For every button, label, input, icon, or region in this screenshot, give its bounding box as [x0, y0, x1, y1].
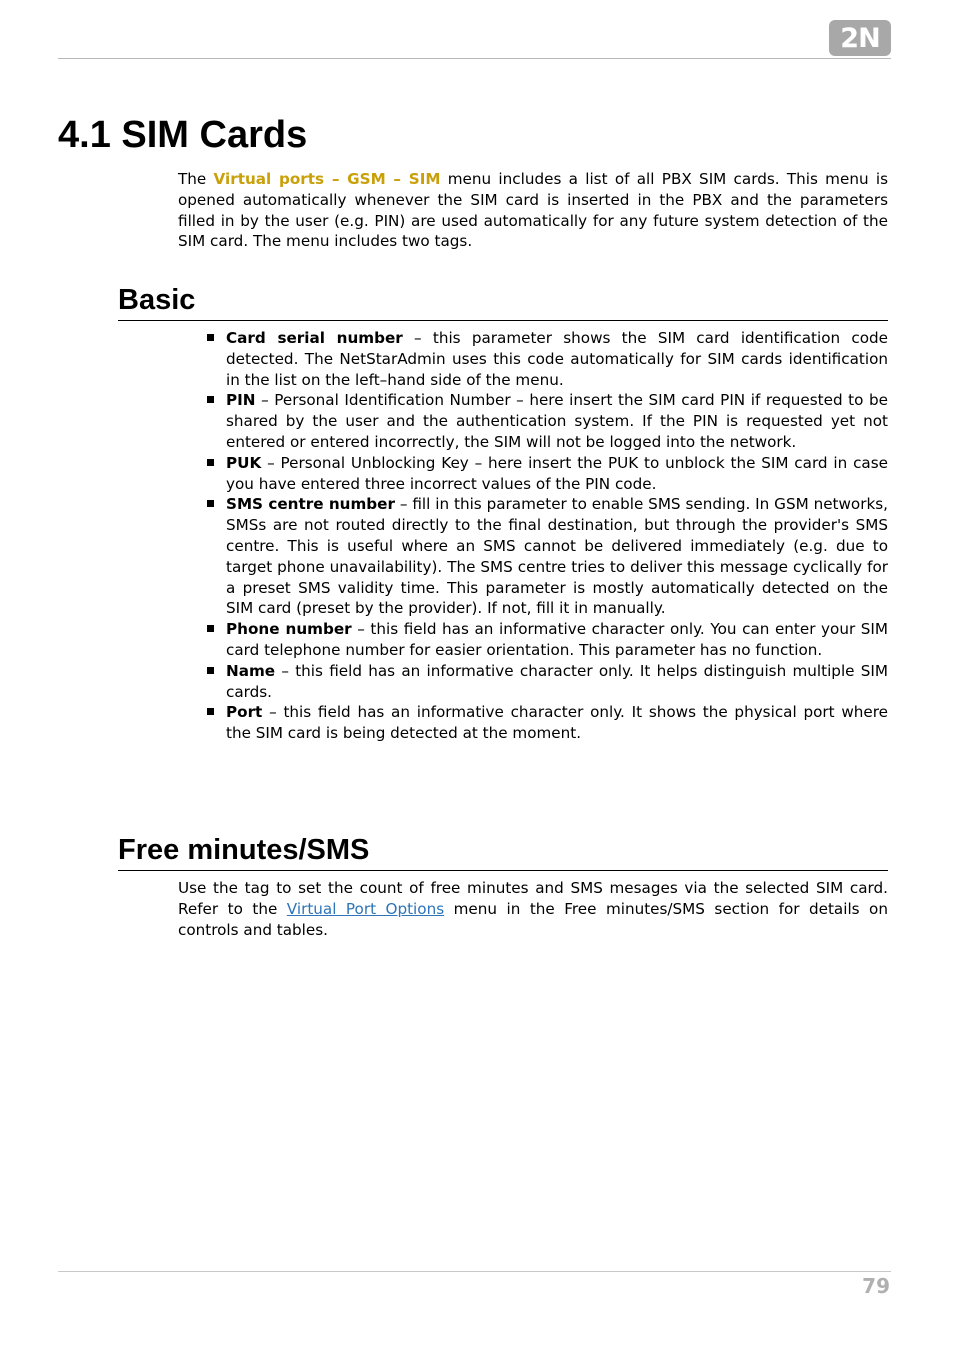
- footer-rule: [58, 1271, 891, 1272]
- menu-path-highlight: Virtual ports – GSM – SIM: [213, 170, 441, 188]
- item-text: – fill in this parameter to enable SMS sending. In GSM networks, SMSs are not routed directly to the final destination, but through the provider's SMS centre. This is useful where an SMS cannot be delivered immediately (e.g. due to target phone unavailability). The SMS centre tries to deliver this message cyclically for a preset SMS validity time. This parameter is mostly automatically detected on the SIM card (preset by the provider). If not, fill it in manually.: [226, 495, 888, 618]
- item-term: SMS centre number: [226, 495, 395, 514]
- bullet-icon: [207, 708, 214, 715]
- basic-parameter-list: [206, 328, 888, 744]
- item-term: Phone number: [226, 620, 352, 639]
- bullet-icon: [207, 396, 214, 403]
- list-item: [206, 494, 888, 619]
- section-heading-basic: Basic: [118, 282, 888, 321]
- section-heading-free-minutes: Free minutes/SMS: [118, 832, 888, 871]
- bullet-icon: [207, 625, 214, 632]
- item-text: – this field has an informative character only. You can enter your SIM card telephone number for easier orientation. This parameter has no function.: [226, 620, 889, 659]
- brand-logo: [829, 20, 891, 56]
- item-term: Card serial number: [226, 329, 403, 347]
- item-term: Port: [226, 703, 263, 722]
- free-minutes-pre: Use the tag to set the count of free minutes and SMS mesages via the selected SIM card. Refer to the: [178, 879, 888, 918]
- item-term: PUK: [226, 453, 262, 472]
- item-term: Name: [226, 661, 276, 680]
- item-text: – this parameter shows the SIM card identification code detected. The NetStarAdmin uses this code automatically for SIM cards identification in the list on the left–hand side of the menu.: [226, 329, 889, 389]
- page-number: 79: [862, 1274, 890, 1298]
- list-item: [206, 702, 888, 744]
- page-title: 4.1 SIM Cards: [58, 114, 308, 156]
- list-item: [206, 619, 888, 661]
- intro-pre: The: [178, 170, 214, 188]
- list-item: [206, 390, 888, 452]
- intro-post: menu includes a list of all PBX SIM cards. This menu is opened automatically whenever the SIM card is inserted in the PBX and the parameters filled in by the user (e.g. PIN) are used automatically for any future system detection of the SIM card. The menu includes two tags.: [178, 170, 888, 251]
- list-item: [206, 661, 888, 703]
- bullet-icon: [207, 459, 214, 466]
- bullet-icon: [207, 334, 214, 341]
- bullet-icon: [207, 667, 214, 674]
- item-text: – this field has an informative character only. It shows the physical port where the SIM card is being detected at the moment.: [226, 703, 888, 743]
- item-term: PIN: [226, 391, 256, 410]
- item-text: – this field has an informative character only. It helps distinguish multiple SIM cards.: [226, 661, 888, 701]
- item-text: – Personal Identification Number – here insert the SIM card PIN if requested to be shared by the user and the authentication system. If the PIN is requested yet not entered or entered incorrectly, the SIM will not be logged into the network.: [226, 391, 888, 451]
- list-item: [206, 328, 888, 390]
- free-minutes-post: menu in the Free minutes/SMS section for details on controls and tables.: [178, 899, 888, 939]
- item-text: – Personal Unblocking Key – here insert the PUK to unblock the SIM card in case you have entered three incorrect values of the PIN code.: [226, 453, 888, 493]
- list-item: [206, 453, 888, 495]
- intro-paragraph: [178, 169, 888, 252]
- free-minutes-paragraph: [178, 878, 888, 940]
- logo-text: 2N: [840, 22, 880, 54]
- header-rule: [58, 58, 891, 59]
- virtual-port-options-link[interactable]: Virtual Port Options: [286, 899, 445, 918]
- bullet-icon: [207, 500, 214, 507]
